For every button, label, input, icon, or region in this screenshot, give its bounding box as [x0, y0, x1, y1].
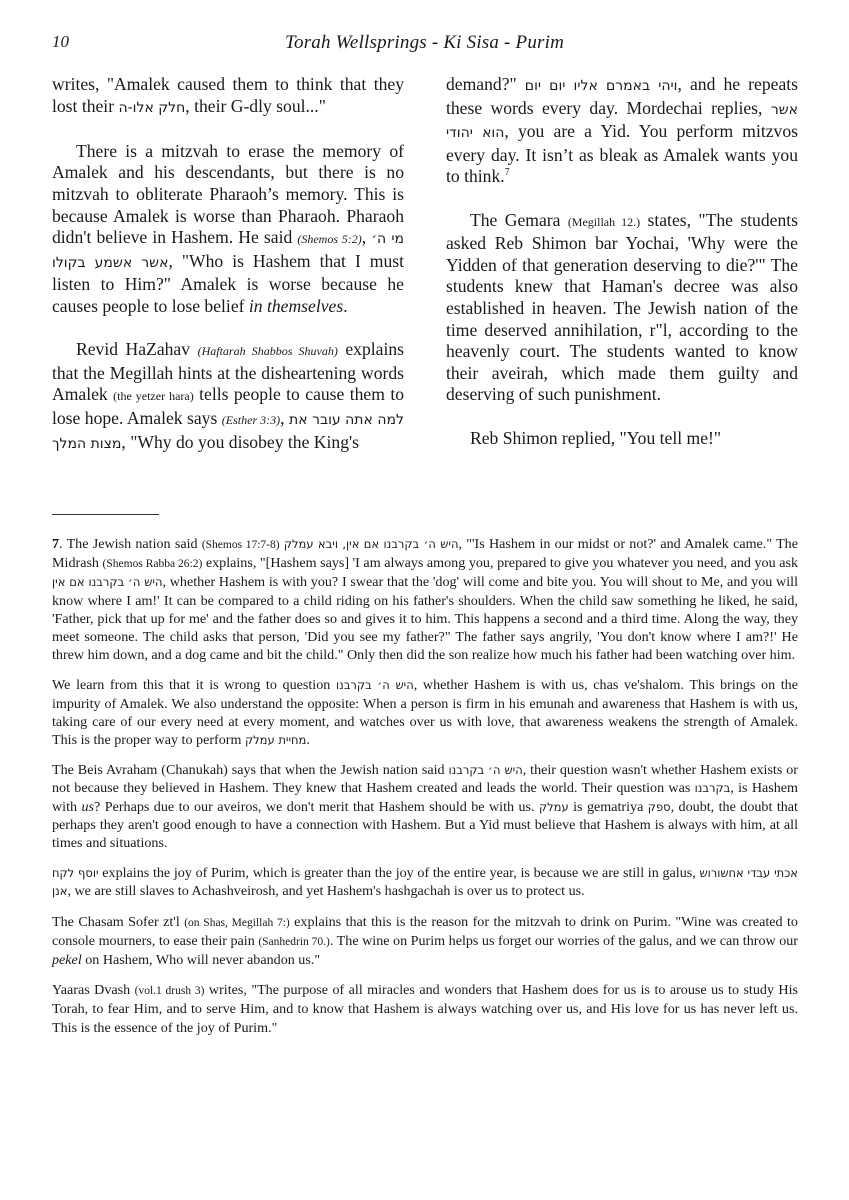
footnote-paragraph-3	[52, 761, 798, 852]
text-span: The Chasam Sofer zt'l	[52, 913, 185, 930]
hebrew-text: יוסף לקח	[52, 866, 99, 881]
hebrew-text: מי ה׳ אשר אשמע בקולו	[52, 231, 404, 271]
text-span: explains that this is the reason for the mitzvah to drink on Purim. "Wine was created to console mourners, to ease their pain	[52, 913, 798, 949]
text-span: , you are a Yid. You perform mitzvos every day. It isn’t as bleak as Amalek wants you to think.	[446, 121, 798, 187]
text-span: explains, "[Hashem says] 'I am always among you, prepared to give you whatever you need, and you ask	[202, 555, 799, 572]
text-span: . The wine on Purim helps us forget our worries of the galus, and we can throw our	[329, 932, 798, 949]
text-span: .	[306, 732, 310, 749]
citation: (Shemos Rabba 26:2)	[102, 558, 203, 571]
left-paragraph-2: There is a mitzvah to erase the memory of Amalek and his descendants, but there is no mitzvah to obliterate Pharaoh’s memory. This is because Amalek is worse than Pharaoh. Pharaoh didn't believe in Hashem. He said (Shemos 5:2), מי ה׳ אשר אשמע בקולו, "Who is Hashem that I must listen to Him?" Amalek is worse because he causes people to lose belief in themselves.	[52, 140, 405, 316]
text-span: , "'Is Hashem in our midst or not?' and Amalek came." The Midrash	[52, 536, 798, 572]
citation: (Megillah 12.)	[567, 214, 641, 229]
right-paragraph-3: Reb Shimon replied, "You tell me!"	[470, 427, 722, 448]
text-span: explains the joy of Purim, which is greater than the joy of the entire year, is because we are still in galus,	[98, 865, 700, 882]
page-header	[52, 32, 797, 56]
hebrew-text: חלק אלו-ה	[118, 99, 186, 116]
hebrew-text: ויהי באמרם אליו יום יום	[524, 78, 678, 94]
text-span: , "Why do you disobey the King's	[121, 431, 360, 452]
text-span: There is a mitzvah to erase the memory of Amalek and his descendants, but there is no mitzvah to obliterate Pharaoh’s memory. This is because Amalek is worse than Pharaoh. Pharaoh didn't believe in Hashem. He said	[52, 140, 404, 248]
footnote-paragraph-4	[52, 864, 798, 900]
right-column	[446, 74, 798, 471]
hebrew-text: עמלק	[538, 799, 569, 814]
citation: (on Shas, Megillah 7:)	[184, 916, 290, 929]
text-span: , "Who is Hashem that I must listen to Him?" Amalek is worse because he causes people to lose belief	[52, 250, 405, 316]
text-span: , we are still slaves to Achashveirosh, and yet Hashem's hashgachah is over us to protect us.	[67, 883, 585, 900]
text-span: , whether Hashem is with us, chas ve'shalom. This brings on the impurity of Amalek. We also understand the opposite: When a person is firm in his emunah and awareness that Hashem is with us, taking care of our every need at every moment, and watches over us with love, that awareness weakens the strength of Amalek. This is the proper way to perform	[52, 677, 798, 749]
hebrew-text: למה אתה עובר את מצות המלך	[52, 411, 404, 452]
emphasis: pekel	[52, 952, 82, 969]
text-span: , and he repeats these words every day. Mordechai replies,	[446, 74, 798, 118]
citation: (Esther 3:3)	[221, 412, 281, 427]
footnote-paragraph-2	[52, 676, 798, 749]
text-span: The Beis Avraham (Chanukah) says that when the Jewish nation said	[52, 762, 449, 779]
citation: (Shemos 17:7-8)	[201, 539, 280, 551]
text-span: explains that the Megillah hints at the disheartening words Amalek	[52, 339, 405, 405]
footnote-number: 7	[52, 536, 60, 552]
emphasis: us	[81, 798, 95, 815]
footnotes	[52, 535, 798, 1049]
text-span: , whether Hashem is with you? I swear that the 'dog' will come and bite you. You will shout to Me, and you will know where I am!' It can be compared to a child riding on his father's shoulders. When the child saw something he liked, he said, 'Father, pick that up for me' and the father does so and gives it to him. This happens a second and a third time. Along the way, they meet someone. The child asks that person, 'Did you see my father?" The father says angrily, 'You don't know where I am?!' He threw him down, and a dog came and bit the child." Only then did the son realize how much his father had been watching over him.	[52, 574, 798, 664]
left-paragraph-3: Revid HaZahav (Haftarah Shabbos Shuvah) explains that the Megillah hints at the disheartening words Amalek (the yetzer hara) tells people to cause them to lose hope. Amalek says (Esther 3:3), למה אתה עובר את מצות המלך, "Why do you disobey the King's	[52, 339, 405, 452]
hebrew-text: מחיית עמלק	[244, 733, 307, 748]
hebrew-text: היש ה׳ בקרבנו אם אין	[52, 575, 163, 590]
hebrew-text: היש ה׳ בקרבנו	[448, 763, 523, 778]
citation: (the yetzer hara)	[113, 389, 194, 404]
footnote-7	[52, 535, 798, 664]
right-paragraph-1	[446, 74, 798, 188]
text-span: Revid HaZahav	[76, 339, 198, 360]
text-span: , doubt, the doubt that perhaps they aren't good enough to have a connection with Hashem. But a Yid must believe that Hashem is always with him, at all times and situations.	[52, 798, 798, 852]
text-span: The Gemara	[470, 209, 568, 230]
page-number: 10	[52, 32, 69, 51]
text-span: Yaaras Dvash	[52, 982, 135, 999]
text-span: on Hashem, Who will never abandon us."	[81, 952, 321, 969]
text-span: .	[343, 295, 348, 316]
text-span: demand?"	[446, 74, 525, 94]
emphasis: in themselves	[248, 295, 344, 316]
hebrew-text: אשר הוא יהודי	[446, 101, 798, 142]
citation: (Shemos 5:2)	[297, 232, 362, 247]
text-span: is gematriya	[568, 798, 648, 815]
footnote-divider	[52, 514, 159, 515]
left-paragraph-1	[52, 74, 404, 119]
left-column	[52, 74, 404, 477]
citation: (Sanhedrin 70.)	[258, 935, 330, 948]
footnote-marker[interactable]: 7	[504, 167, 510, 179]
hebrew-text: אכתי עבדי אחשורוש אנן	[52, 866, 798, 899]
text-span: ? Perhaps due to our aveiros, we don't merit that Hashem should be with us.	[94, 798, 539, 815]
footnote-paragraph-5	[52, 913, 798, 970]
running-title: Torah Wellsprings - Ki Sisa - Purim	[284, 32, 565, 53]
hebrew-text: ספק	[647, 799, 671, 814]
hebrew-text: היש ה׳ בקרבנו אם אין, ויבא עמלק	[283, 537, 459, 551]
footnote-paragraph-6	[52, 981, 798, 1037]
citation: (vol.1 drush 3)	[134, 985, 205, 998]
text-span: writes, "Amalek caused them to think that they lost their	[52, 74, 404, 116]
citation: (Haftarah Shabbos Shuvah)	[197, 344, 338, 359]
text-span: , is Hashem with	[52, 780, 799, 815]
text-span: tells people to cause them to lose hope. Amalek says	[52, 384, 405, 428]
text-span: , their G-dly soul..."	[185, 95, 326, 116]
text-span: . The Jewish nation said	[59, 536, 202, 552]
right-paragraph-2	[446, 210, 798, 406]
text-span: states, "The students asked Reb Shimon bar Yochai, 'Why were the Yidden of that generation deserving to die?'" The students knew that Haman's decree was also established in heaven. The Jewish nation of the time deserved annihilation, r"l, according to the heavenly court. The students wanted to know their aveirah, which made them guilty and deserving of such punishment.	[446, 209, 798, 405]
hebrew-text: היש ה׳ בקרבנו	[335, 678, 414, 693]
hebrew-text: בקרבנו	[694, 781, 731, 796]
text-span: writes, "The purpose of all miracles and wonders that Hashem does for us is to arouse us to study His Torah, to fear Him, and to serve Him, and to know that Hashem is always watching over us, and His love for us has never left us. This is the essence of the joy of Purim."	[52, 982, 799, 1036]
text-span: We learn from this that it is wrong to question	[52, 677, 336, 694]
text-span: , their question wasn't whether Hashem exists or not because they believed in Hashem. They knew that Hashem created and leads the world. Their question was	[52, 762, 798, 797]
